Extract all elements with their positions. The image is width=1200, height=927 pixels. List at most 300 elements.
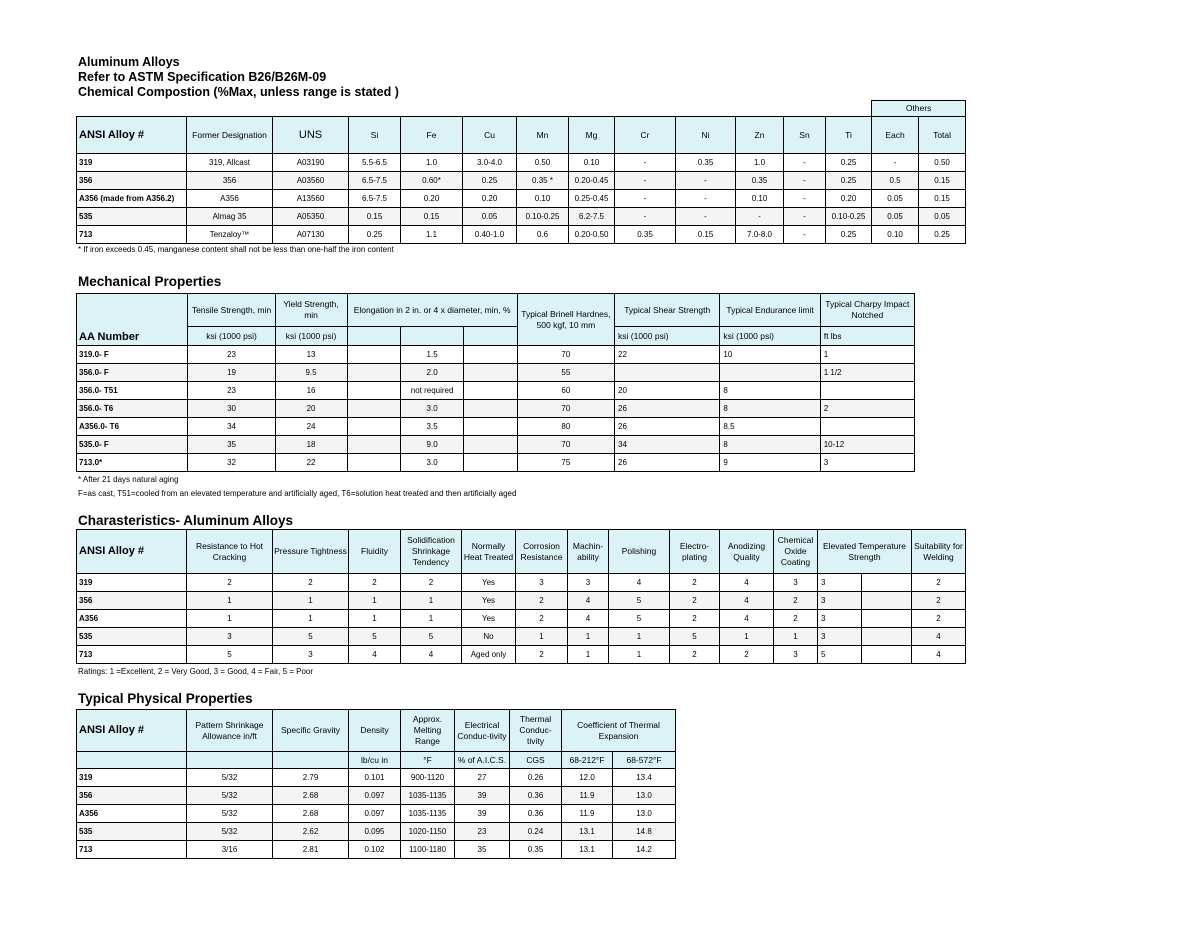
phys-unit xyxy=(77,752,187,769)
tensile-header: Tensile Strength, min xyxy=(188,294,275,327)
table-cell: - xyxy=(615,190,676,208)
table-cell: 356.0- T51 xyxy=(77,382,188,400)
table-cell: 13.0 xyxy=(613,787,676,805)
doc-title: Aluminum Alloys xyxy=(78,55,180,69)
table-cell xyxy=(464,400,518,418)
table-cell xyxy=(347,436,401,454)
table-cell: 1 1/2 xyxy=(820,364,914,382)
phys-unit xyxy=(273,752,349,769)
table-cell: 2 xyxy=(820,400,914,418)
table-cell: 1 xyxy=(273,592,349,610)
table-cell: - xyxy=(784,226,826,244)
table-cell: - xyxy=(676,208,736,226)
char-header: Elevated Temperature Strength xyxy=(818,530,912,574)
table-cell: 24 xyxy=(275,418,347,436)
ratings-legend: Ratings: 1 =Excellent, 2 = Very Good, 3 = Good, 4 = Fair, 5 = Poor xyxy=(78,667,314,676)
table-cell: 13 xyxy=(275,346,347,364)
table-cell: 20 xyxy=(615,382,720,400)
table-cell: 356 xyxy=(77,787,187,805)
table-cell: 5/32 xyxy=(187,805,273,823)
table-cell: A07130 xyxy=(273,226,349,244)
table-cell: 23 xyxy=(188,346,275,364)
table-cell: 1035-1135 xyxy=(401,787,455,805)
shear-unit: ksi (1000 psi) xyxy=(615,327,720,346)
table-cell: 0.40-1.0 xyxy=(463,226,517,244)
table-cell: 10 xyxy=(720,346,820,364)
table-row xyxy=(77,805,676,823)
table-cell xyxy=(464,364,518,382)
table-cell: 3 xyxy=(818,592,862,610)
table-cell: 0.05 xyxy=(872,190,919,208)
table-row xyxy=(77,346,915,364)
table-cell: - xyxy=(676,172,736,190)
table-cell: 2 xyxy=(670,592,720,610)
table-cell: 356.0- F xyxy=(77,364,188,382)
table-cell: 8 xyxy=(720,436,820,454)
chem-footnote: * If iron exceeds 0.45, manganese content shall not be less than one-half the iron content xyxy=(78,245,394,254)
table-row xyxy=(77,646,966,664)
chem-header: Sn xyxy=(784,117,826,154)
table-cell: 4 xyxy=(720,610,774,628)
table-cell: 1.5 xyxy=(401,346,464,364)
table-cell: 0.15 xyxy=(349,208,401,226)
table-cell: 55 xyxy=(517,364,614,382)
table-cell: 3 xyxy=(273,646,349,664)
phys-units-row xyxy=(77,752,676,769)
table-cell: 0.35 * xyxy=(517,172,569,190)
table-cell: 5 xyxy=(609,592,670,610)
table-cell: - xyxy=(784,208,826,226)
chem-header: Si xyxy=(349,117,401,154)
table-cell: 0.20 xyxy=(401,190,463,208)
table-cell: 16 xyxy=(275,382,347,400)
phys-header: Electrical Conduc-tivity xyxy=(455,710,510,752)
table-cell: 4 xyxy=(609,574,670,592)
table-cell: 13.4 xyxy=(613,769,676,787)
table-cell: 713 xyxy=(77,226,187,244)
table-cell: 2 xyxy=(774,592,818,610)
table-row xyxy=(77,400,915,418)
table-cell: 0.36 xyxy=(510,805,562,823)
table-cell: 0.10 xyxy=(569,154,615,172)
table-cell: 0.101 xyxy=(349,769,401,787)
char-header: Chemical Oxide Coating xyxy=(774,530,818,574)
table-cell: 2 xyxy=(912,592,966,610)
table-cell: 1 xyxy=(401,610,462,628)
phys-unit: 68-212°F xyxy=(562,752,613,769)
table-row xyxy=(77,436,915,454)
char-header-row xyxy=(77,530,966,574)
table-cell: 0.20 xyxy=(826,190,872,208)
table-cell: 32 xyxy=(188,454,275,472)
table-cell: A05350 xyxy=(273,208,349,226)
phys-header: Approx. Melting Range xyxy=(401,710,455,752)
table-cell: 0.25 xyxy=(826,226,872,244)
table-row xyxy=(77,787,676,805)
table-cell: 3 xyxy=(568,574,609,592)
chem-header: Cu xyxy=(463,117,517,154)
table-cell: 0.05 xyxy=(919,208,966,226)
table-cell: 80 xyxy=(517,418,614,436)
table-cell: 319 xyxy=(77,769,187,787)
table-row xyxy=(77,154,966,172)
table-cell: 0.25-0.45 xyxy=(569,190,615,208)
table-cell xyxy=(464,454,518,472)
table-cell: 60 xyxy=(517,382,614,400)
table-cell xyxy=(347,400,401,418)
table-cell: 20 xyxy=(275,400,347,418)
table-cell: - xyxy=(784,190,826,208)
table-row xyxy=(77,382,915,400)
table-cell: 9 xyxy=(720,454,820,472)
table-cell: 14.8 xyxy=(613,823,676,841)
chem-header: ANSI Alloy # xyxy=(77,117,187,154)
table-cell: 5 xyxy=(349,628,401,646)
table-cell: 5/32 xyxy=(187,769,273,787)
table-cell xyxy=(862,628,912,646)
table-cell: 0.35 xyxy=(510,841,562,859)
table-cell: 14.2 xyxy=(613,841,676,859)
table-cell: 0.05 xyxy=(463,208,517,226)
char-header: Corrosion Resistance xyxy=(516,530,568,574)
phys-header-row xyxy=(77,710,676,752)
table-cell: 5 xyxy=(670,628,720,646)
table-cell: 12.0 xyxy=(562,769,613,787)
table-cell: 0.6 xyxy=(517,226,569,244)
endurance-unit: ksi (1000 psi) xyxy=(720,327,820,346)
table-cell: A356 xyxy=(77,610,187,628)
physical-title: Typical Physical Properties xyxy=(78,691,253,706)
table-cell: 1 xyxy=(609,646,670,664)
char-header: Anodizing Quality xyxy=(720,530,774,574)
table-cell: 1 xyxy=(774,628,818,646)
table-cell: 1 xyxy=(349,610,401,628)
table-cell: 1 xyxy=(401,592,462,610)
table-cell: 4 xyxy=(912,628,966,646)
physical-properties-table xyxy=(76,709,676,859)
table-cell: 3 xyxy=(187,628,273,646)
charpy-header: Typical Charpy Impact Notched xyxy=(820,294,914,327)
table-cell: 23 xyxy=(455,823,510,841)
table-cell: 0.5 xyxy=(872,172,919,190)
table-cell: 0.05 xyxy=(872,208,919,226)
mechanical-properties-table xyxy=(76,293,915,472)
table-cell xyxy=(820,382,914,400)
chem-header: Ni xyxy=(676,117,736,154)
table-cell: 34 xyxy=(615,436,720,454)
table-cell: 0.24 xyxy=(510,823,562,841)
table-row xyxy=(77,592,966,610)
table-cell: 2 xyxy=(516,646,568,664)
table-cell: 5/32 xyxy=(187,823,273,841)
table-row xyxy=(77,574,966,592)
table-cell: 35 xyxy=(188,436,275,454)
table-cell: 26 xyxy=(615,418,720,436)
table-cell: 535.0- F xyxy=(77,436,188,454)
mechanical-title: Mechanical Properties xyxy=(78,274,222,289)
table-cell: not required xyxy=(401,382,464,400)
table-cell: 70 xyxy=(517,400,614,418)
table-cell: 0.097 xyxy=(349,805,401,823)
table-cell: Yes xyxy=(462,610,516,628)
table-cell: 2 xyxy=(516,592,568,610)
others-header: Others xyxy=(872,101,966,117)
table-cell: 319 xyxy=(77,574,187,592)
table-cell: 0.35 xyxy=(615,226,676,244)
table-cell: 1 xyxy=(720,628,774,646)
table-cell xyxy=(347,454,401,472)
phys-unit xyxy=(187,752,273,769)
table-cell: 356.0- T6 xyxy=(77,400,188,418)
table-cell: 0.25 xyxy=(463,172,517,190)
table-cell: 2 xyxy=(720,646,774,664)
table-cell: 3/16 xyxy=(187,841,273,859)
table-cell: 3 xyxy=(818,610,862,628)
table-cell: 0.25 xyxy=(826,154,872,172)
table-cell xyxy=(347,418,401,436)
table-cell: - xyxy=(872,154,919,172)
table-cell: 2 xyxy=(912,574,966,592)
phys-unit: CGS xyxy=(510,752,562,769)
table-cell xyxy=(615,364,720,382)
table-cell: 2 xyxy=(912,610,966,628)
table-cell: - xyxy=(784,172,826,190)
table-cell: 535 xyxy=(77,628,187,646)
chem-header: Mg xyxy=(569,117,615,154)
table-cell: 34 xyxy=(188,418,275,436)
table-cell xyxy=(862,592,912,610)
table-cell: 356 xyxy=(77,592,187,610)
table-cell: 13.1 xyxy=(562,823,613,841)
mech-header-row xyxy=(77,294,915,327)
table-cell: 1035-1135 xyxy=(401,805,455,823)
endurance-header: Typical Endurance limit xyxy=(720,294,820,327)
table-cell: 9.0 xyxy=(401,436,464,454)
table-cell: 4 xyxy=(568,592,609,610)
table-cell: 1 xyxy=(568,646,609,664)
tensile-unit: ksi (1000 psi) xyxy=(188,327,275,346)
char-header: Suitability for Welding xyxy=(912,530,966,574)
table-row xyxy=(77,418,915,436)
table-cell: Yes xyxy=(462,574,516,592)
yield-header: Yield Strength, min xyxy=(275,294,347,327)
shear-header: Typical Shear Strength xyxy=(615,294,720,327)
table-cell: 0.20-0.45 xyxy=(569,172,615,190)
table-cell: 23 xyxy=(188,382,275,400)
table-cell: 0.10-0.25 xyxy=(517,208,569,226)
table-cell: 2.68 xyxy=(273,805,349,823)
elong-unit-blank xyxy=(347,327,401,346)
table-cell: 2 xyxy=(349,574,401,592)
table-cell: 26 xyxy=(615,454,720,472)
phys-header: Thermal Conduc-tivity xyxy=(510,710,562,752)
table-cell: 0.102 xyxy=(349,841,401,859)
table-cell xyxy=(347,382,401,400)
table-row xyxy=(77,610,966,628)
aging-note: * After 21 days natural aging xyxy=(78,475,179,484)
table-cell: 9.5 xyxy=(275,364,347,382)
table-cell xyxy=(347,364,401,382)
table-cell: 2 xyxy=(516,610,568,628)
table-cell: 8 xyxy=(720,382,820,400)
table-cell: 319.0- F xyxy=(77,346,188,364)
table-cell: 2 xyxy=(774,610,818,628)
table-cell: 5 xyxy=(401,628,462,646)
char-header: ANSI Alloy # xyxy=(77,530,187,574)
others-header-row xyxy=(77,101,966,117)
phys-unit: 68-572°F xyxy=(613,752,676,769)
table-cell: - xyxy=(784,154,826,172)
table-cell: Tenzaloy™ xyxy=(187,226,273,244)
table-row xyxy=(77,190,966,208)
table-cell: 0.10 xyxy=(736,190,784,208)
table-cell: 1 xyxy=(187,592,273,610)
table-cell xyxy=(820,418,914,436)
table-cell: 27 xyxy=(455,769,510,787)
table-cell: 39 xyxy=(455,787,510,805)
table-cell: - xyxy=(615,172,676,190)
table-cell: 900-1120 xyxy=(401,769,455,787)
table-cell: A356 xyxy=(77,805,187,823)
table-cell: 0.35 xyxy=(736,172,784,190)
chem-header: Former Designation xyxy=(187,117,273,154)
table-cell: 0.10 xyxy=(872,226,919,244)
chem-header: Cr xyxy=(615,117,676,154)
table-cell: 6.2-7.5 xyxy=(569,208,615,226)
table-cell: A03560 xyxy=(273,172,349,190)
table-cell: 2 xyxy=(670,646,720,664)
table-cell: 22 xyxy=(615,346,720,364)
table-cell: 4 xyxy=(349,646,401,664)
table-cell: 1.1 xyxy=(401,226,463,244)
table-cell: 3.0-4.0 xyxy=(463,154,517,172)
table-cell: A03190 xyxy=(273,154,349,172)
table-row xyxy=(77,823,676,841)
table-row xyxy=(77,769,676,787)
table-cell: 26 xyxy=(615,400,720,418)
table-cell: 356 xyxy=(77,172,187,190)
table-cell: 0.10-0.25 xyxy=(826,208,872,226)
table-cell: 0.60* xyxy=(401,172,463,190)
table-cell: 30 xyxy=(188,400,275,418)
table-cell: 2.79 xyxy=(273,769,349,787)
char-header: Pressure Tightness xyxy=(273,530,349,574)
phys-header: Specific Gravity xyxy=(273,710,349,752)
table-cell: - xyxy=(615,154,676,172)
table-row xyxy=(77,628,966,646)
table-cell: 2 xyxy=(401,574,462,592)
table-row xyxy=(77,226,966,244)
table-cell: 3 xyxy=(774,646,818,664)
table-cell: 319 xyxy=(77,154,187,172)
table-cell xyxy=(862,646,912,664)
table-cell: 22 xyxy=(275,454,347,472)
table-cell: 3.5 xyxy=(401,418,464,436)
table-cell: 0.25 xyxy=(349,226,401,244)
table-cell: 5 xyxy=(273,628,349,646)
chem-header: Fe xyxy=(401,117,463,154)
table-cell: 2.81 xyxy=(273,841,349,859)
elong-unit-blank xyxy=(401,327,464,346)
table-cell: - xyxy=(676,190,736,208)
table-cell: 2.0 xyxy=(401,364,464,382)
table-cell: 713 xyxy=(77,646,187,664)
phys-header: Density xyxy=(349,710,401,752)
table-cell: 5 xyxy=(187,646,273,664)
table-cell: 0.15 xyxy=(919,172,966,190)
table-cell: 19 xyxy=(188,364,275,382)
table-cell: 3.0 xyxy=(401,454,464,472)
table-cell: 0.15 xyxy=(919,190,966,208)
char-header: Machin-ability xyxy=(568,530,609,574)
table-cell: 0.36 xyxy=(510,787,562,805)
phys-header: Coefficient of Thermal Expansion xyxy=(562,710,676,752)
chem-header: Zn xyxy=(736,117,784,154)
aa-number-header: AA Number xyxy=(77,294,188,346)
table-cell: 2.68 xyxy=(273,787,349,805)
table-cell: 70 xyxy=(517,436,614,454)
chem-header: Ti xyxy=(826,117,872,154)
temper-note: F=as cast, T51=cooled from an elevated temperature and artificially aged, T6=solution heat treated and then artificially aged xyxy=(78,489,517,498)
table-cell: 3 xyxy=(820,454,914,472)
table-row xyxy=(77,172,966,190)
table-cell: 70 xyxy=(517,346,614,364)
table-cell: 6.5-7.5 xyxy=(349,172,401,190)
table-cell: 1 xyxy=(516,628,568,646)
table-cell: 4 xyxy=(401,646,462,664)
table-cell: 1 xyxy=(273,610,349,628)
table-cell: 0.20 xyxy=(463,190,517,208)
table-row xyxy=(77,841,676,859)
table-cell: A13560 xyxy=(273,190,349,208)
table-cell: No xyxy=(462,628,516,646)
table-cell: 535 xyxy=(77,823,187,841)
phys-header: ANSI Alloy # xyxy=(77,710,187,752)
table-cell: 3 xyxy=(818,628,862,646)
characteristics-table xyxy=(76,529,966,664)
table-cell: 39 xyxy=(455,805,510,823)
yield-unit: ksi (1000 psi) xyxy=(275,327,347,346)
table-cell: 0.095 xyxy=(349,823,401,841)
chem-header: Each xyxy=(872,117,919,154)
table-cell: 10-12 xyxy=(820,436,914,454)
table-cell: 75 xyxy=(517,454,614,472)
table-cell: 0.26 xyxy=(510,769,562,787)
table-cell: 356 xyxy=(187,172,273,190)
table-cell: 18 xyxy=(275,436,347,454)
table-cell: 11.9 xyxy=(562,805,613,823)
chem-header: Mn xyxy=(517,117,569,154)
table-cell: 1.0 xyxy=(401,154,463,172)
table-cell: 319, Allcast xyxy=(187,154,273,172)
chemical-composition-heading: Chemical Compostion (%Max, unless range is stated ) xyxy=(78,85,399,99)
table-cell: 1 xyxy=(187,610,273,628)
table-cell: 3 xyxy=(818,574,862,592)
table-cell xyxy=(862,610,912,628)
table-cell: 11.9 xyxy=(562,787,613,805)
table-cell: 0.15 xyxy=(676,226,736,244)
table-cell: 1 xyxy=(349,592,401,610)
table-cell: 0.50 xyxy=(919,154,966,172)
table-cell: 2 xyxy=(670,610,720,628)
table-cell: 5/32 xyxy=(187,787,273,805)
table-cell: 4 xyxy=(720,592,774,610)
table-cell xyxy=(464,346,518,364)
table-cell: 4 xyxy=(568,610,609,628)
table-row xyxy=(77,454,915,472)
characteristics-title: Charasteristics- Aluminum Alloys xyxy=(78,513,294,528)
table-cell: 3 xyxy=(774,574,818,592)
